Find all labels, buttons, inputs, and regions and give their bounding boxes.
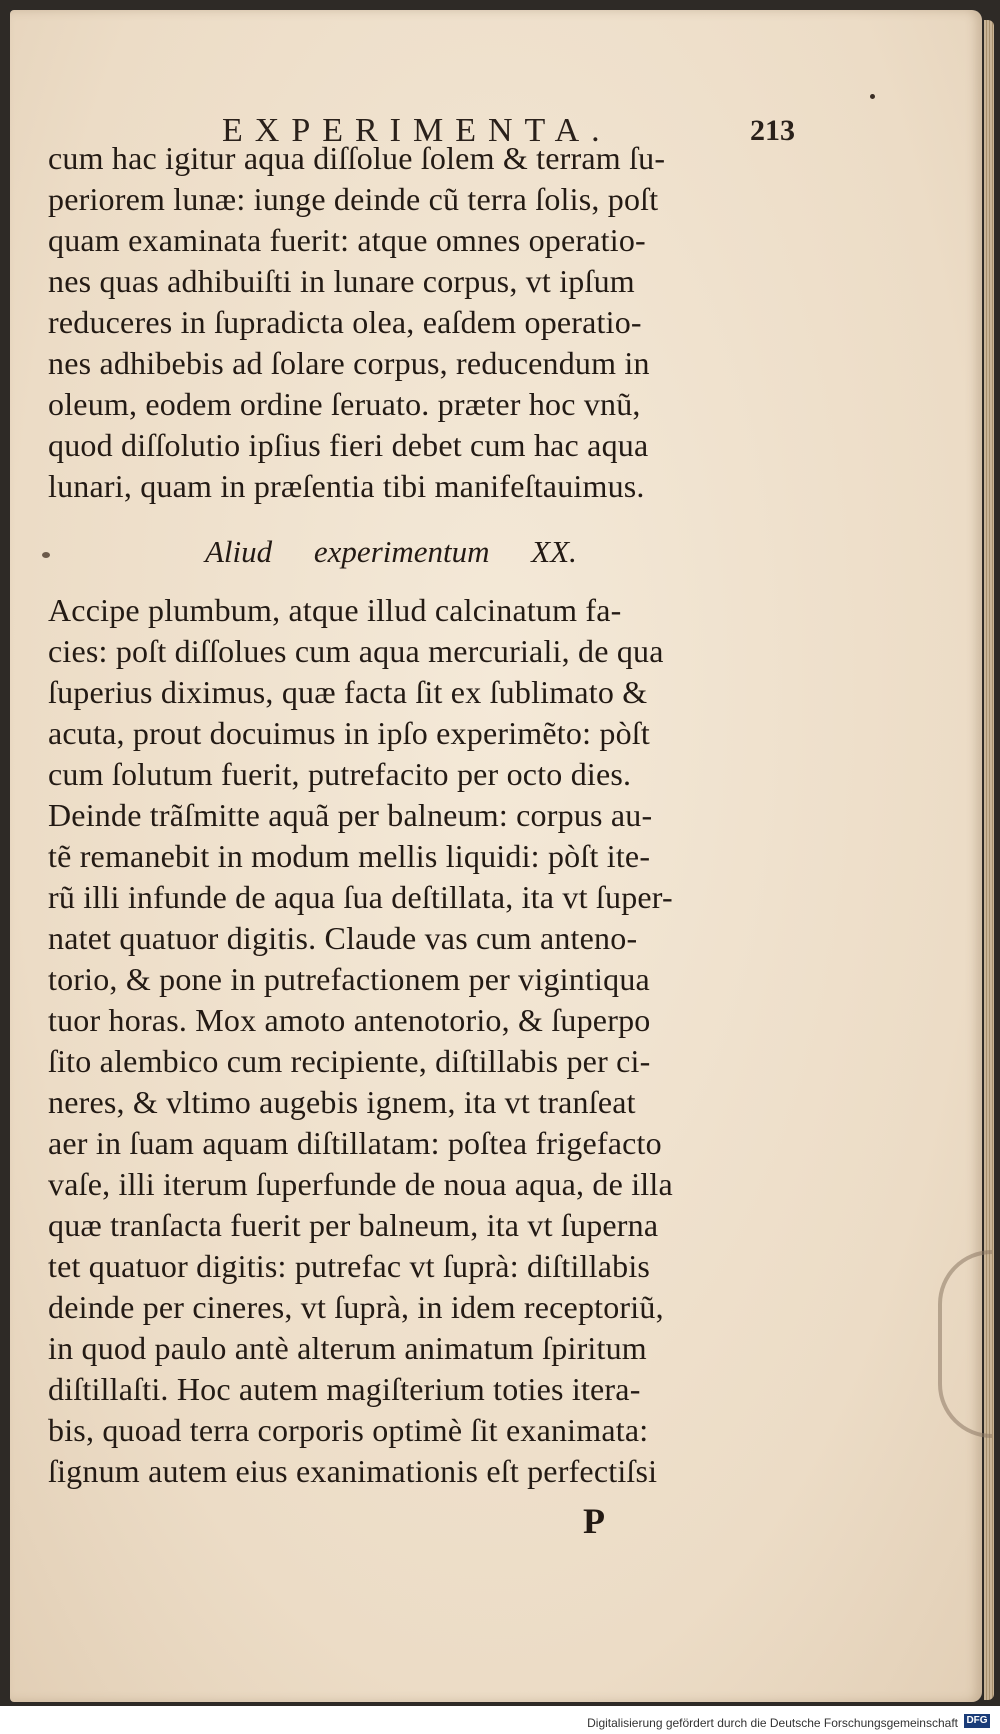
- text-line: tuor horas. Mox amoto antenotorio, & ſuperpo: [48, 1002, 651, 1038]
- text-line: oleum, eodem ordine ſeruato. præter hoc vnũ,: [48, 386, 641, 422]
- text-line: reduceres in ſupradicta olea, eaſdem operatio-: [48, 304, 642, 340]
- text-line: quæ tranſacta fuerit per balneum, ita vt ſuperna: [48, 1207, 659, 1243]
- text-line: lunari, quam in præſentia tibi manifeſtauimus.: [48, 468, 645, 504]
- text-line: bis, quoad terra corporis optimè ſit exanimata:: [48, 1412, 649, 1448]
- signature-mark: P: [583, 1501, 605, 1541]
- body-text-top: [48, 138, 788, 507]
- text-line: cies: poſt diſſolues cum aqua mercuriali, de qua: [48, 633, 664, 669]
- running-title: EXPERIMENTA.: [222, 112, 612, 149]
- ink-dot: [870, 94, 875, 99]
- text-line: torio, & pone in putrefactionem per vigintiqua: [48, 961, 650, 997]
- page-edge: [984, 20, 994, 1700]
- text-line: acuta, prout docuimus in ipſo experimẽto: pòſt: [48, 715, 650, 751]
- text-line: quam examinata fuerit: atque omnes operatio-: [48, 222, 646, 258]
- text-line: diſtillaſti. Hoc autem magiſterium toties itera-: [48, 1371, 641, 1407]
- page-number: 213: [750, 114, 795, 147]
- text-line: natet quatuor digitis. Claude vas cum anteno-: [48, 920, 638, 956]
- footer-credit: Digitalisierung gefördert durch die Deutsche Forschungsgemeinschaft: [587, 1716, 958, 1730]
- page-clip: [938, 1250, 992, 1438]
- text-line: aer in ſuam aquam diſtillatam: poſtea frigefacto: [48, 1125, 662, 1161]
- text-line: Deinde trãſmitte aquã per balneum: corpus au-: [48, 797, 653, 833]
- dfg-logo: DFG: [964, 1714, 990, 1728]
- text-line: nes adhibebis ad ſolare corpus, reducendum in: [48, 345, 650, 381]
- body-text-bottom: [48, 590, 788, 1492]
- text-line: Accipe plumbum, atque illud calcinatum fa-: [48, 592, 622, 628]
- text-line: ſuperius diximus, quæ facta ſit ex ſublimato &: [48, 674, 648, 710]
- bullet-mark: [42, 552, 50, 558]
- text-line: nes quas adhibuiſti in lunare corpus, vt ipſum: [48, 263, 635, 299]
- text-line: cum ſolutum fuerit, putrefacito per octo dies.: [48, 756, 632, 792]
- text-line: periorem lunæ: iunge deinde cũ terra ſolis, poſt: [48, 181, 659, 217]
- text-line: ſignum autem eius exanimationis eſt perfectiſsi: [48, 1453, 658, 1489]
- text-line: quod diſſolutio ipſius fieri debet cum hac aqua: [48, 427, 649, 463]
- text-line: deinde per cineres, vt ſuprà, in idem receptoriũ,: [48, 1289, 664, 1325]
- section-title: Aliud experimentum XX.: [205, 534, 577, 569]
- text-line: tet quatuor digitis: putrefac vt ſuprà: diſtillabis: [48, 1248, 651, 1284]
- text-line: rũ illi infunde de aqua ſua deſtillata, ita vt ſuper-: [48, 879, 673, 915]
- text-line: neres, & vltimo augebis ignem, ita vt tranſeat: [48, 1084, 636, 1120]
- text-line: tẽ remanebit in modum mellis liquidi: pòſt ite-: [48, 838, 651, 874]
- text-line: vaſe, illi iterum ſuperfunde de noua aqua, de illa: [48, 1166, 673, 1202]
- text-line: cum hac igitur aqua diſſolue ſolem & terram ſu-: [48, 140, 666, 176]
- text-line: in quod paulo antè alterum animatum ſpiritum: [48, 1330, 647, 1366]
- text-line: ſito alembico cum recipiente, diſtillabis per ci-: [48, 1043, 651, 1079]
